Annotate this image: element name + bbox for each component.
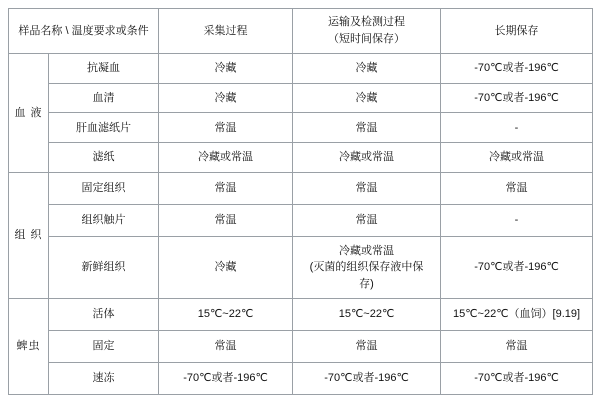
sample-temperature-table [8, 8, 593, 395]
header-collection [159, 9, 293, 54]
storage-value: 常温 [441, 330, 593, 362]
collection-value: 冷藏或常温 [159, 143, 293, 173]
group-label-tissue: 组 织 [9, 173, 49, 299]
table-row [9, 330, 593, 362]
table-row [9, 237, 593, 299]
header-long-term-storage [441, 9, 593, 54]
transport-value: -70℃或者-196℃ [293, 362, 441, 394]
transport-value: 常温 [293, 173, 441, 205]
header-storage-line1: 长期保存 [494, 24, 539, 37]
transport-value: 冷藏或常温 [293, 143, 441, 173]
storage-value: -70℃或者-196℃ [441, 362, 593, 394]
sample-name: 滤纸 [49, 143, 159, 173]
header-collection-line1: 采集过程 [203, 24, 248, 37]
collection-value: 常温 [159, 173, 293, 205]
collection-value: 常温 [159, 330, 293, 362]
transport-value: 15℃~22℃ [293, 298, 441, 330]
group-label-tick: 蜱虫 [9, 298, 49, 394]
transport-value: 常温 [293, 330, 441, 362]
table-row [9, 113, 593, 143]
transport-value: 常温 [293, 205, 441, 237]
storage-value: 冷藏或常温 [441, 143, 593, 173]
header-transport [293, 9, 441, 54]
table-row [9, 205, 593, 237]
table-header-row [9, 9, 593, 54]
collection-value: 15℃~22℃ [159, 298, 293, 330]
table-row [9, 53, 593, 83]
transport-line1: 冷藏或常温 [339, 244, 395, 257]
transport-value: 冷藏 [293, 83, 441, 113]
collection-value: 常温 [159, 113, 293, 143]
table-row [9, 298, 593, 330]
storage-value: 15℃~22℃（血饲）[9.19] [441, 298, 593, 330]
collection-value: 冷藏 [159, 53, 293, 83]
transport-value: 常温 [293, 113, 441, 143]
transport-line3: 存) [359, 277, 374, 290]
collection-value: -70℃或者-196℃ [159, 362, 293, 394]
transport-value [293, 237, 441, 299]
collection-value: 常温 [159, 205, 293, 237]
collection-value: 冷藏 [159, 237, 293, 299]
sample-name: 新鲜组织 [49, 237, 159, 299]
transport-line2: (灭菌的组织保存液中保 [309, 261, 424, 274]
storage-value: -70℃或者-196℃ [441, 53, 593, 83]
header-transport-line1: 运输及检测过程 [328, 16, 406, 29]
sample-name: 固定 [49, 330, 159, 362]
sample-name: 速冻 [49, 362, 159, 394]
sample-name: 抗凝血 [49, 53, 159, 83]
sample-name: 固定组织 [49, 173, 159, 205]
header-sample-name [9, 9, 159, 54]
header-sample-name-line1: 样品名称 \ 温度要求或条件 [18, 24, 149, 37]
table-row [9, 173, 593, 205]
collection-value: 冷藏 [159, 83, 293, 113]
sample-name: 血清 [49, 83, 159, 113]
table-body [9, 9, 593, 395]
table-row [9, 362, 593, 394]
header-transport-line2: （短时间保存） [328, 32, 406, 45]
table-row [9, 143, 593, 173]
storage-value: - [441, 205, 593, 237]
sample-name: 活体 [49, 298, 159, 330]
sample-name: 肝血滤纸片 [49, 113, 159, 143]
storage-value: 常温 [441, 173, 593, 205]
storage-value: -70℃或者-196℃ [441, 83, 593, 113]
group-label-blood: 血 液 [9, 53, 49, 172]
storage-value: -70℃或者-196℃ [441, 237, 593, 299]
table-row [9, 83, 593, 113]
transport-value: 冷藏 [293, 53, 441, 83]
storage-value: - [441, 113, 593, 143]
sample-name: 组织触片 [49, 205, 159, 237]
